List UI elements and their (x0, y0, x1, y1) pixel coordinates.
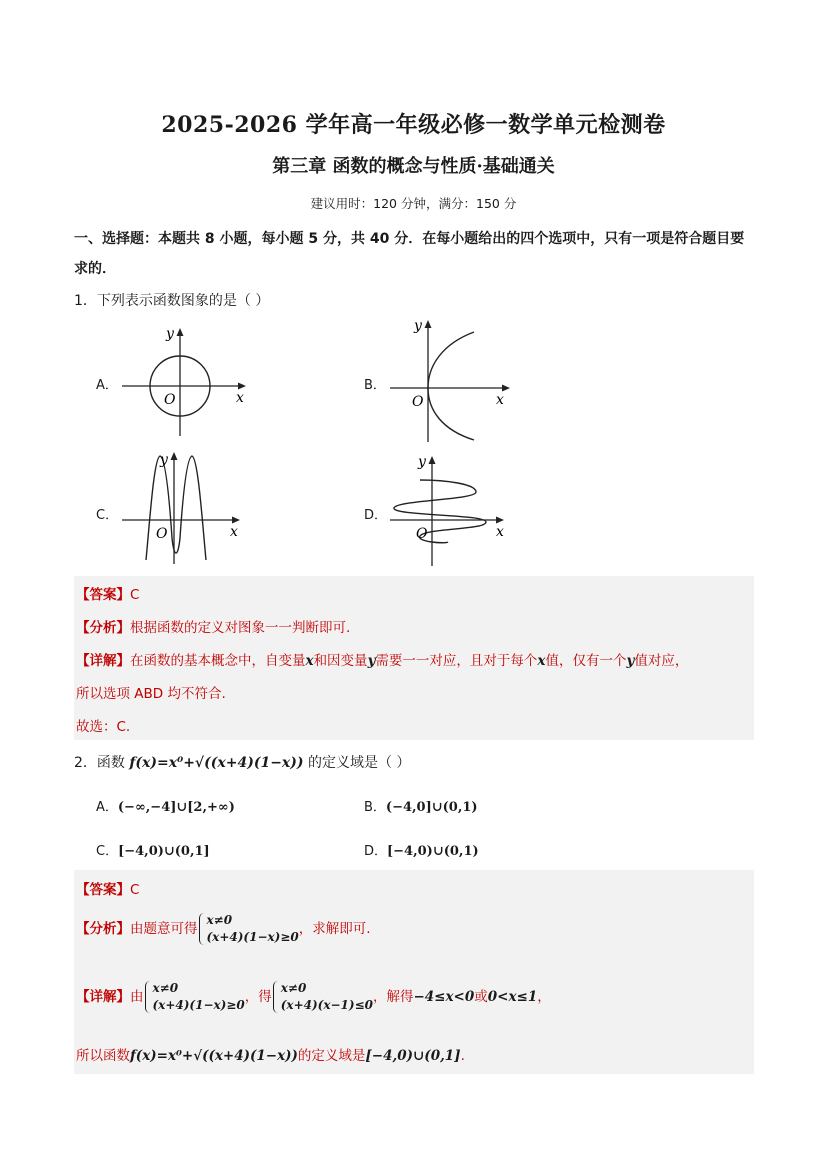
q2-final-domain: [−4,0)∪(0,1] (365, 1048, 461, 1064)
q2-detail-sys2-line1: x≠0 (280, 981, 307, 995)
q1-answer-box (74, 576, 754, 740)
q2-answer-value: C (130, 882, 140, 898)
q2-option-b-label: B． (364, 800, 386, 815)
q1-detail-line1 (76, 649, 688, 669)
q1-detail-text-b: 和因变量 (313, 653, 368, 669)
question-1-stem: 1．下列表示函数图象的是（ ） (74, 293, 270, 309)
q1b-origin-label: O (412, 394, 424, 410)
q2-function: f(x)=x⁰+√((x+4)(1−x)) (129, 755, 304, 771)
q2-final-text-a: 所以函数 (76, 1048, 130, 1064)
exam-meta: 建议用时：120 分钟，满分：150 分 (310, 196, 517, 211)
q2-option-c (96, 840, 210, 859)
q1-answer-value: C (130, 587, 140, 603)
q1-detail-tag: 【详解】 (76, 653, 130, 669)
q2-option-d-label: D． (364, 844, 388, 859)
q1-detail-text-c: 需要一一对应，且对于每个 (375, 653, 538, 669)
q1-graph-c-wave (118, 448, 248, 566)
q2-option-c-value: [−4,0)∪(0,1] (118, 844, 210, 859)
q2-analysis-line (76, 912, 371, 946)
q1c-y-label: y (160, 452, 168, 468)
q2-answer-tag: 【答案】 (76, 882, 130, 898)
q1d-origin-label: O (416, 526, 428, 542)
q1-detail-text-d: 值，仅有一个 (545, 653, 627, 669)
page-title: 2025-2026 学年高一年级必修一数学单元检测卷 (161, 112, 666, 138)
q1-detail-text-e: 值对应， (634, 653, 689, 669)
q1d-y-label: y (418, 454, 426, 470)
q1a-x-label: x (236, 390, 244, 406)
q1-var-y: y (367, 653, 376, 669)
q2-solution-2: 0<x≤1 (487, 989, 538, 1005)
q2-detail-text-a: 由 (130, 989, 144, 1005)
q1-option-b-label: B． (364, 378, 386, 393)
q2-solution-1: −4≤x<0 (413, 989, 475, 1005)
q2-detail-sys1-line2: (x+4)(1−x)≥0 (152, 998, 245, 1012)
question-2-stem (74, 752, 410, 772)
q2-analysis-sys-line2: (x+4)(1−x)≥0 (206, 930, 299, 944)
q1b-y-label: y (414, 318, 422, 334)
q1-detail-line2: 所以选项 ABD 均不符合. (76, 686, 226, 702)
q2-final-text-c: . (460, 1048, 465, 1064)
q2-option-c-label: C． (96, 844, 119, 859)
q1-analysis-tag: 【分析】 (76, 620, 130, 636)
q1-graph-b-parabola (386, 314, 516, 444)
q1-answer-line (76, 583, 139, 603)
q1-graph-d-snake (386, 448, 516, 568)
q2-analysis-system (198, 912, 299, 946)
q2-detail-text-d: 或 (474, 989, 488, 1005)
q1-option-c-label: C． (96, 508, 119, 523)
q1-conclusion: 故选：C. (76, 719, 131, 735)
section-heading-line1: 一、选择题：本题共 8 小题，每小题 5 分，共 40 分．在每小题给出的四个选项中，只有一项是符合题目要 (74, 231, 745, 247)
q2-detail-sys1-line1: x≠0 (152, 981, 179, 995)
q2-detail-tag: 【详解】 (76, 989, 130, 1005)
q2-final-text-b: 的定义域是 (297, 1048, 366, 1064)
q2-stem-suffix: 的定义域是（ ） (307, 755, 411, 771)
section-heading-line2: 求的． (74, 261, 116, 277)
q1-detail-text-a: 在函数的基本概念中，自变量 (130, 653, 306, 669)
q1-var-x: x (305, 653, 314, 669)
q2-detail-text-b: ，得 (244, 989, 272, 1005)
q2-detail-text-e: ， (537, 989, 551, 1005)
q2-option-d-value: [−4,0)∪(0,1) (387, 844, 479, 859)
q1-option-a-label: A． (96, 378, 118, 393)
q2-option-b-value: (−4,0]∪(0,1) (385, 800, 478, 815)
q2-detail-line (76, 980, 551, 1014)
q2-detail-system-2 (272, 980, 373, 1014)
q2-detail-system-1 (144, 980, 245, 1014)
q2-answer-line (76, 878, 139, 898)
q2-option-d (364, 840, 479, 859)
q1-analysis-text: 根据函数的定义对图象一一判断即可. (130, 620, 351, 636)
q1d-x-label: x (496, 524, 504, 540)
q1-var-y-2: y (626, 653, 635, 669)
q1c-x-label: x (230, 524, 238, 540)
q2-analysis-sys-line1: x≠0 (206, 913, 233, 927)
q1a-y-label: y (166, 326, 174, 342)
q1-option-d-label: D． (364, 508, 388, 523)
q1a-origin-label: O (164, 392, 176, 408)
chapter-subtitle: 第三章 函数的概念与性质·基础通关 (272, 156, 555, 177)
q1-graph-a-circle (118, 318, 258, 440)
q2-detail-text-c: ，解得 (372, 989, 414, 1005)
q2-analysis-text-b: ，求解即可. (298, 921, 371, 937)
q1-answer-tag: 【答案】 (76, 587, 130, 603)
q1b-x-label: x (496, 392, 504, 408)
q2-stem-prefix: 2．函数 (74, 755, 125, 771)
section-heading (74, 224, 758, 284)
q1-var-x-2: x (537, 653, 546, 669)
q2-option-b (364, 796, 478, 815)
q2-answer-box (74, 870, 754, 1074)
q2-analysis-tag: 【分析】 (76, 921, 130, 937)
q2-option-a-value: (−∞,−4]∪[2,+∞) (117, 800, 235, 815)
q1c-origin-label: O (156, 526, 168, 542)
q1-analysis-line (76, 616, 350, 636)
q2-option-a-label: A． (96, 800, 118, 815)
q2-analysis-text-a: 由题意可得 (130, 921, 198, 937)
q2-detail-sys2-line2: (x+4)(x−1)≤0 (280, 998, 373, 1012)
q2-final-line (76, 1044, 465, 1064)
q2-final-function: f(x)=x⁰+√((x+4)(1−x)) (130, 1048, 298, 1064)
q2-option-a (96, 796, 235, 815)
